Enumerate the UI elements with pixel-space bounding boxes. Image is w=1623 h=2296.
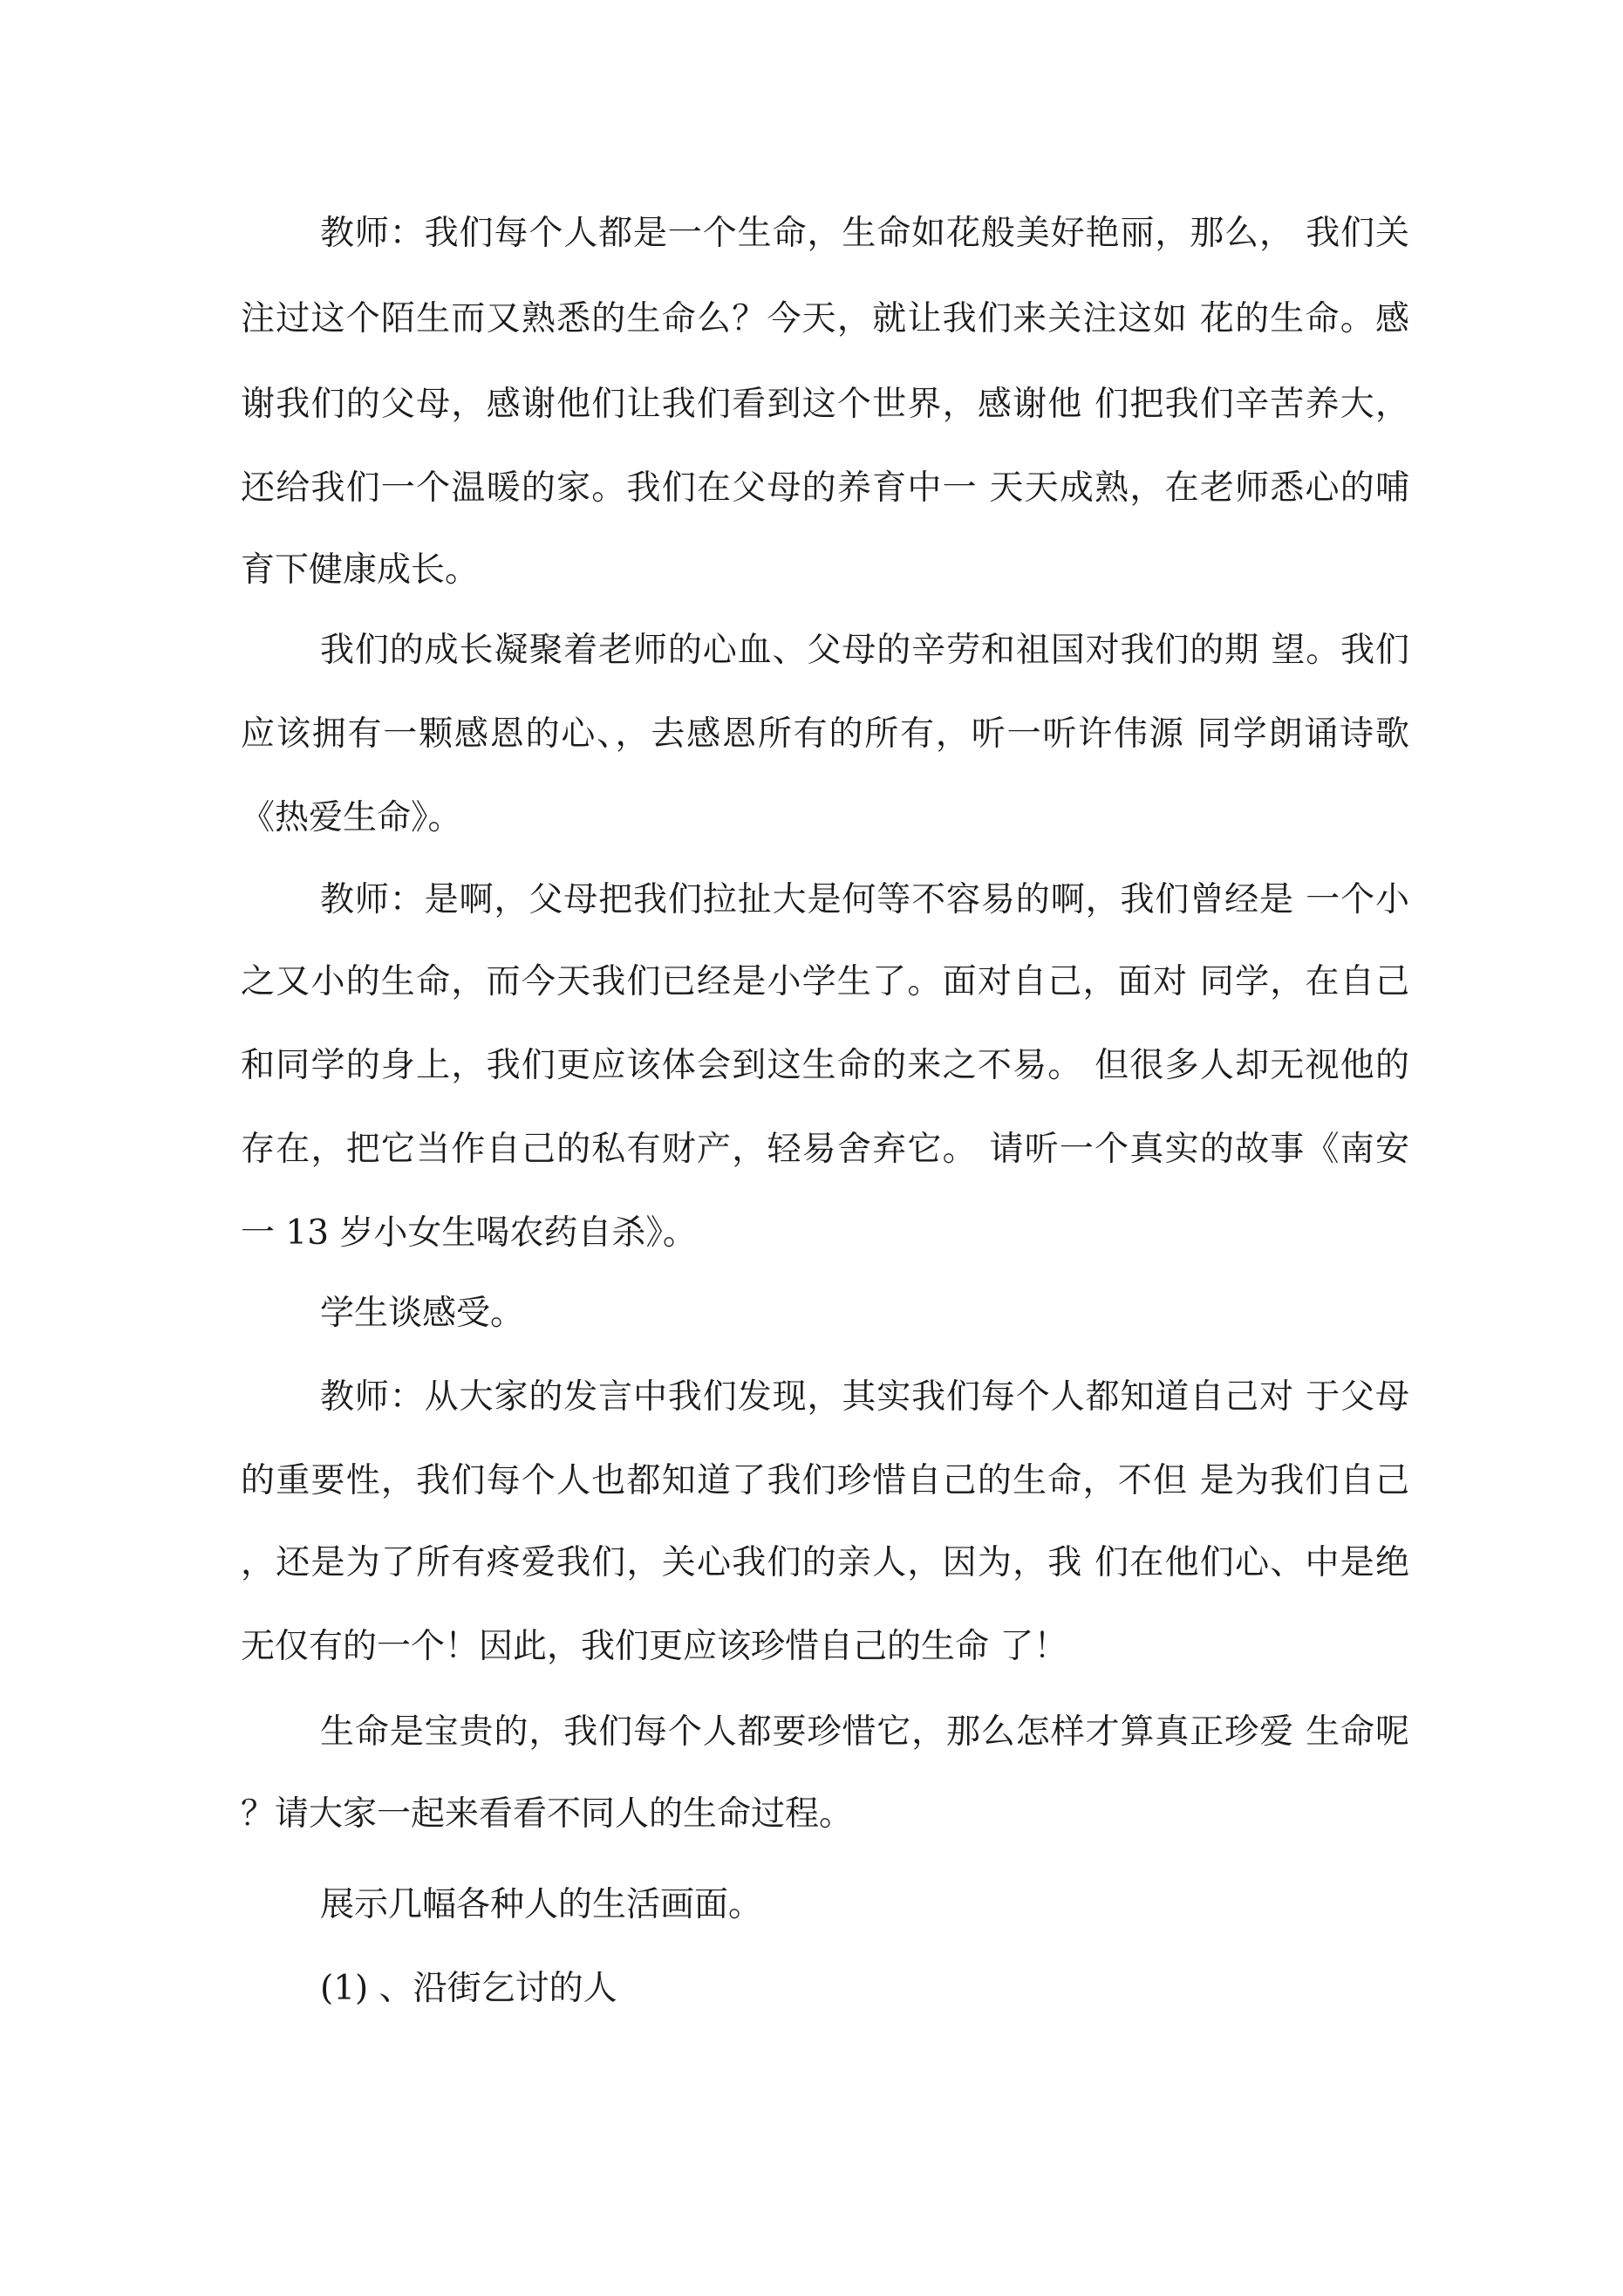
paragraph-3-line-3: 和同学的身上，我们更应该体会到这生命的来之不易。 但很多人却无视他的 [241, 1046, 1409, 1085]
paragraph-1-line-2: 注过这个陌生而又熟悉的生命么？今天，就让我们来关注这如 花的生命。感 [241, 299, 1409, 338]
paragraph-5-line-3: ，还是为了所有疼爱我们，关心我们的亲人，因为，我 们在他们心、中是绝 [241, 1543, 1409, 1582]
paragraph-1-line-5: 育下健康成长。 [241, 550, 480, 590]
paragraph-5-line-4: 无仅有的一个！因此，我们更应该珍惜自己的生命 了！ [241, 1627, 1068, 1666]
paragraph-7-line-1: 展示几幅各种人的生活画面。 [320, 1885, 763, 1924]
paragraph-1-line-3: 谢我们的父母，感谢他们让我们看到这个世界，感谢他 们把我们辛苦养大， [241, 385, 1409, 424]
paragraph-5-line-1: 教师：从大家的发言中我们发现，其实我们每个人都知道自己对 于父母 [320, 1377, 1409, 1417]
paragraph-6-line-2: ？请大家一起来看看不同人的生命过程。 [241, 1794, 854, 1834]
paragraph-3-line-4: 存在，把它当作自己的私有财产，轻易舍弃它。 请听一个真实的故事《南安 [241, 1130, 1409, 1169]
paragraph-4-line-1: 学生谈感受。 [320, 1294, 525, 1333]
paragraph-6-line-1: 生命是宝贵的，我们每个人都要珍惜它，那么怎样才算真正珍爱 生命呢 [320, 1712, 1409, 1752]
paragraph-2-line-3: 《热爱生命》。 [241, 798, 462, 837]
paragraph-3-line-5: 一 13 岁小女生喝农药自杀》。 [241, 1213, 697, 1253]
paragraph-3-line-2: 之又小的生命，而今天我们已经是小学生了。面对自己，面对 同学，在自己 [241, 962, 1409, 1001]
paragraph-3-line-1: 教师：是啊，父母把我们拉扯大是何等不容易的啊，我们曾经是 一个小 [320, 880, 1409, 919]
paragraph-1-line-4: 还给我们一个温暖的家。我们在父母的养育中一 天天成熟，在老师悉心的哺 [241, 468, 1409, 508]
paragraph-2-line-2: 应该拥有一颗感恩的心、，去感恩所有的所有，听一听许伟源 同学朗诵诗歌 [241, 714, 1409, 754]
paragraph-5-line-2: 的重要性，我们每个人也都知道了我们珍惜自己的生命，不但 是为我们自己 [241, 1461, 1409, 1500]
paragraph-2-line-1: 我们的成长凝聚着老师的心血、父母的辛劳和祖国对我们的期 望。我们 [320, 631, 1409, 670]
list-item-1: (1) 、沿街乞讨的人 [320, 1969, 617, 2008]
paragraph-1-line-1: 教师：我们每个人都是一个生命，生命如花般美好艳丽，那么， 我们关 [320, 214, 1409, 253]
